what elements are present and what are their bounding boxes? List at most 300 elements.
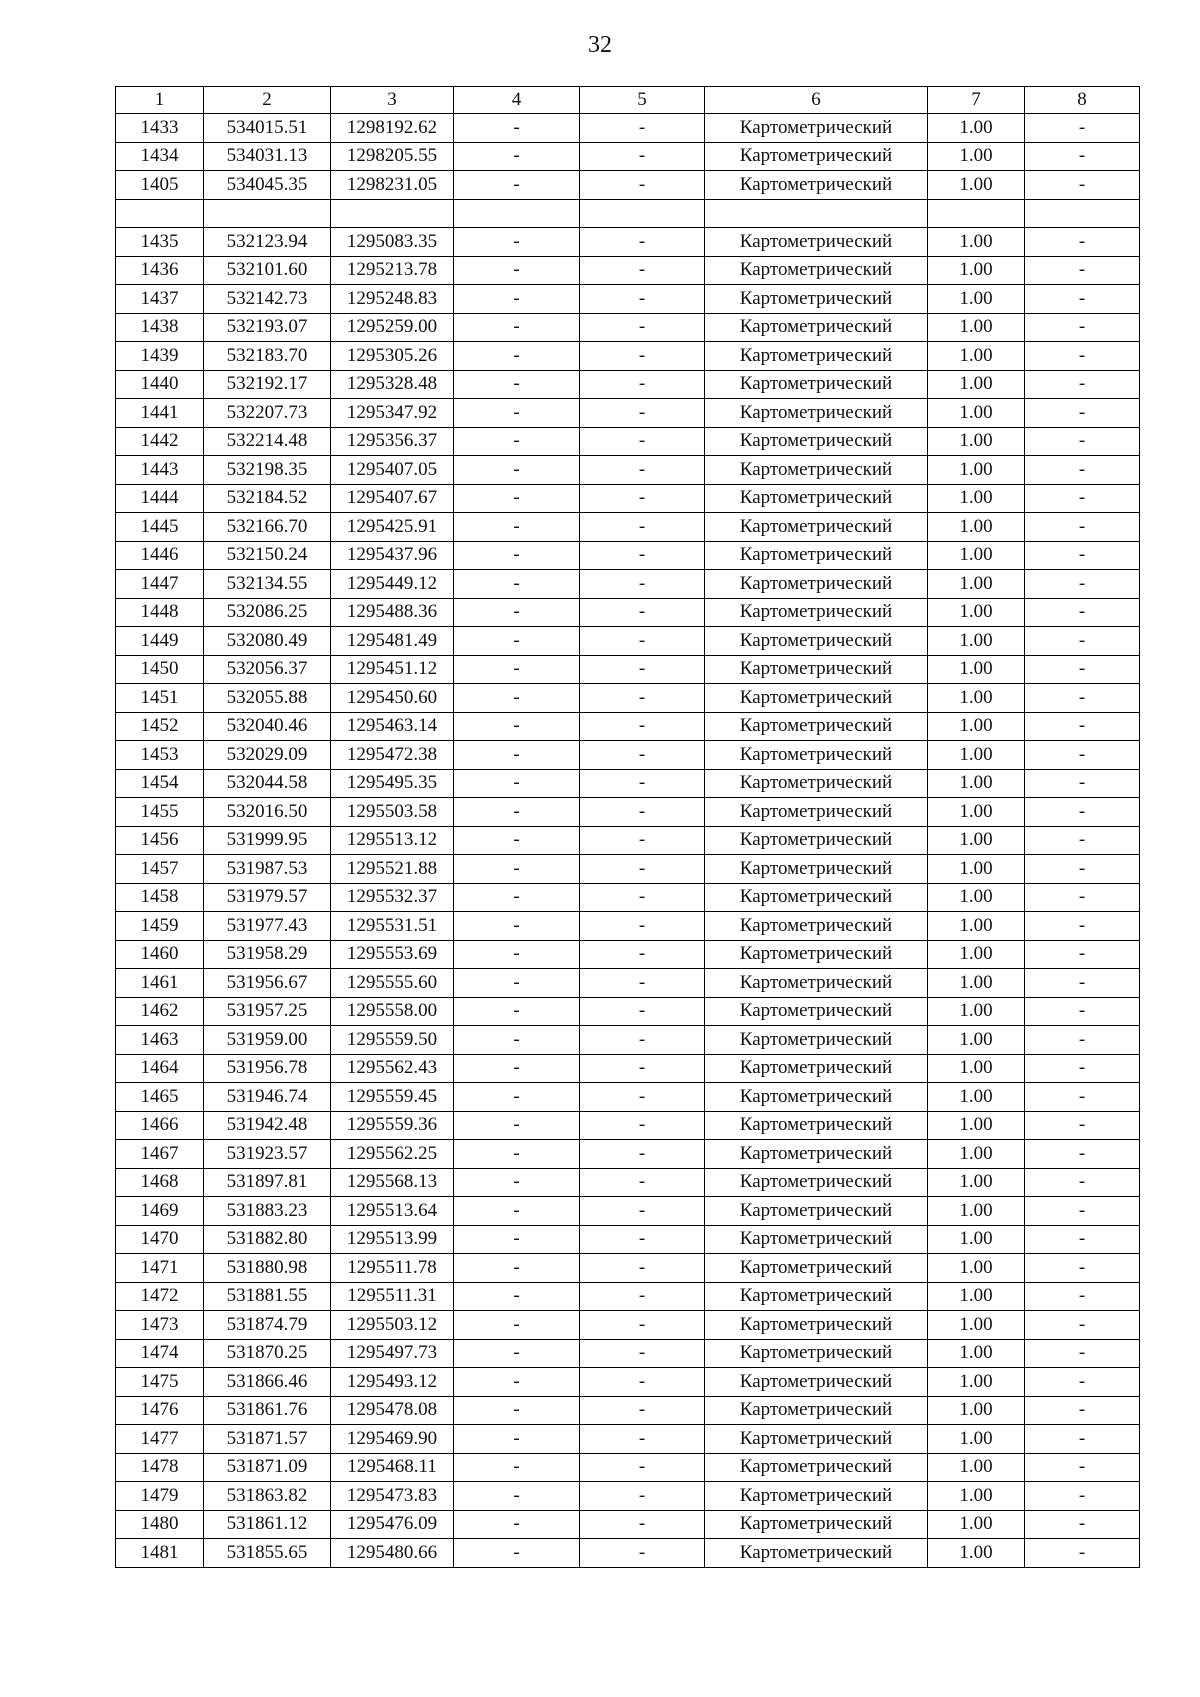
y-coordinate-cell: 1295478.08 [331, 1396, 454, 1425]
method-cell: Картометрический [705, 684, 928, 713]
column-8-cell: - [1025, 399, 1140, 428]
method-cell: Картометрический [705, 997, 928, 1026]
column-4-cell: - [454, 1510, 580, 1539]
accuracy-cell: 1.00 [928, 1168, 1025, 1197]
point-number-cell: 1446 [116, 541, 204, 570]
method-cell: Картометрический [705, 484, 928, 513]
x-coordinate-cell: 532207.73 [204, 399, 331, 428]
y-coordinate-cell: 1295463.14 [331, 712, 454, 741]
x-coordinate-cell: 531861.76 [204, 1396, 331, 1425]
point-number-cell: 1457 [116, 855, 204, 884]
method-cell: Картометрический [705, 798, 928, 827]
column-8-cell: - [1025, 285, 1140, 314]
column-header: 3 [331, 87, 454, 114]
column-5-cell: - [580, 1254, 705, 1283]
column-5-cell: - [580, 855, 705, 884]
column-4-cell [454, 199, 580, 228]
column-5-cell: - [580, 1026, 705, 1055]
column-4-cell: - [454, 256, 580, 285]
table-row [116, 655, 1140, 684]
y-coordinate-cell: 1295503.12 [331, 1311, 454, 1340]
table-row [116, 142, 1140, 171]
column-4-cell: - [454, 684, 580, 713]
x-coordinate-cell: 532040.46 [204, 712, 331, 741]
column-5-cell: - [580, 826, 705, 855]
accuracy-cell: 1.00 [928, 997, 1025, 1026]
table-row [116, 912, 1140, 941]
x-coordinate-cell: 531855.65 [204, 1539, 331, 1568]
method-cell: Картометрический [705, 940, 928, 969]
y-coordinate-cell: 1295425.91 [331, 513, 454, 542]
accuracy-cell: 1.00 [928, 1054, 1025, 1083]
x-coordinate-cell: 531987.53 [204, 855, 331, 884]
column-4-cell: - [454, 541, 580, 570]
accuracy-cell: 1.00 [928, 627, 1025, 656]
column-4-cell: - [454, 769, 580, 798]
point-number-cell: 1454 [116, 769, 204, 798]
column-5-cell: - [580, 228, 705, 257]
accuracy-cell: 1.00 [928, 1453, 1025, 1482]
x-coordinate-cell: 531870.25 [204, 1339, 331, 1368]
accuracy-cell: 1.00 [928, 541, 1025, 570]
accuracy-cell: 1.00 [928, 1368, 1025, 1397]
column-8-cell: - [1025, 1026, 1140, 1055]
column-8-cell: - [1025, 541, 1140, 570]
column-5-cell: - [580, 741, 705, 770]
x-coordinate-cell: 531942.48 [204, 1111, 331, 1140]
column-5-cell: - [580, 285, 705, 314]
x-coordinate-cell: 531946.74 [204, 1083, 331, 1112]
accuracy-cell: 1.00 [928, 912, 1025, 941]
column-8-cell: - [1025, 1425, 1140, 1454]
point-number-cell: 1462 [116, 997, 204, 1026]
accuracy-cell: 1.00 [928, 1510, 1025, 1539]
method-cell: Картометрический [705, 513, 928, 542]
accuracy-cell: 1.00 [928, 1311, 1025, 1340]
y-coordinate-cell: 1295531.51 [331, 912, 454, 941]
y-coordinate-cell: 1295511.78 [331, 1254, 454, 1283]
y-coordinate-cell: 1295356.37 [331, 427, 454, 456]
x-coordinate-cell: 531874.79 [204, 1311, 331, 1340]
x-coordinate-cell: 532134.55 [204, 570, 331, 599]
column-4-cell: - [454, 1282, 580, 1311]
column-8-cell: - [1025, 456, 1140, 485]
column-8-cell: - [1025, 798, 1140, 827]
point-number-cell: 1476 [116, 1396, 204, 1425]
accuracy-cell: 1.00 [928, 684, 1025, 713]
accuracy-cell: 1.00 [928, 171, 1025, 200]
column-8-cell: - [1025, 1396, 1140, 1425]
column-4-cell: - [454, 570, 580, 599]
x-coordinate-cell: 531999.95 [204, 826, 331, 855]
column-5-cell: - [580, 684, 705, 713]
column-5-cell: - [580, 1311, 705, 1340]
accuracy-cell: 1.00 [928, 256, 1025, 285]
column-4-cell: - [454, 741, 580, 770]
table-row [116, 256, 1140, 285]
column-4-cell: - [454, 1225, 580, 1254]
table-row [116, 1368, 1140, 1397]
point-number-cell: 1448 [116, 598, 204, 627]
y-coordinate-cell: 1295503.58 [331, 798, 454, 827]
table-row [116, 1254, 1140, 1283]
point-number-cell: 1436 [116, 256, 204, 285]
point-number-cell: 1450 [116, 655, 204, 684]
x-coordinate-cell: 532086.25 [204, 598, 331, 627]
column-5-cell: - [580, 513, 705, 542]
column-8-cell: - [1025, 1168, 1140, 1197]
column-header: 1 [116, 87, 204, 114]
column-5-cell: - [580, 997, 705, 1026]
table-row [116, 1054, 1140, 1083]
column-5-cell: - [580, 712, 705, 741]
point-number-cell: 1455 [116, 798, 204, 827]
column-5-cell: - [580, 541, 705, 570]
method-cell: Картометрический [705, 114, 928, 143]
table-row [116, 1282, 1140, 1311]
point-number-cell: 1449 [116, 627, 204, 656]
method-cell: Картометрический [705, 826, 928, 855]
y-coordinate-cell: 1295305.26 [331, 342, 454, 371]
y-coordinate-cell: 1295513.99 [331, 1225, 454, 1254]
y-coordinate-cell: 1295469.90 [331, 1425, 454, 1454]
accuracy-cell: 1.00 [928, 1539, 1025, 1568]
table-row [116, 598, 1140, 627]
x-coordinate-cell: 532193.07 [204, 313, 331, 342]
column-5-cell: - [580, 1510, 705, 1539]
accuracy-cell: 1.00 [928, 1083, 1025, 1112]
x-coordinate-cell: 531923.57 [204, 1140, 331, 1169]
column-8-cell: - [1025, 1510, 1140, 1539]
y-coordinate-cell: 1295559.36 [331, 1111, 454, 1140]
column-4-cell: - [454, 940, 580, 969]
column-4-cell: - [454, 456, 580, 485]
column-5-cell: - [580, 1282, 705, 1311]
method-cell: Картометрический [705, 969, 928, 998]
column-4-cell: - [454, 627, 580, 656]
column-5-cell: - [580, 456, 705, 485]
column-5-cell: - [580, 1453, 705, 1482]
y-coordinate-cell: 1298231.05 [331, 171, 454, 200]
x-coordinate-cell: 531871.09 [204, 1453, 331, 1482]
accuracy-cell: 1.00 [928, 399, 1025, 428]
column-8-cell: - [1025, 427, 1140, 456]
y-coordinate-cell: 1295407.05 [331, 456, 454, 485]
column-8-cell: - [1025, 826, 1140, 855]
coordinates-table [115, 86, 1140, 1568]
column-5-cell: - [580, 912, 705, 941]
y-coordinate-cell: 1295437.96 [331, 541, 454, 570]
column-8-cell: - [1025, 1054, 1140, 1083]
method-cell: Картометрический [705, 1026, 928, 1055]
table-row [116, 1339, 1140, 1368]
point-number-cell: 1463 [116, 1026, 204, 1055]
column-8-cell: - [1025, 484, 1140, 513]
point-number-cell: 1473 [116, 1311, 204, 1340]
point-number-cell: 1405 [116, 171, 204, 200]
table-row [116, 712, 1140, 741]
table-row [116, 285, 1140, 314]
y-coordinate-cell: 1295476.09 [331, 1510, 454, 1539]
point-number-cell: 1461 [116, 969, 204, 998]
y-coordinate-cell: 1295213.78 [331, 256, 454, 285]
accuracy-cell: 1.00 [928, 1111, 1025, 1140]
point-number-cell: 1459 [116, 912, 204, 941]
x-coordinate-cell: 531956.67 [204, 969, 331, 998]
point-number-cell: 1460 [116, 940, 204, 969]
x-coordinate-cell [204, 199, 331, 228]
column-5-cell: - [580, 1197, 705, 1226]
column-4-cell: - [454, 798, 580, 827]
column-8-cell: - [1025, 228, 1140, 257]
column-5-cell: - [580, 1083, 705, 1112]
table-row [116, 798, 1140, 827]
column-8-cell: - [1025, 855, 1140, 884]
column-header: 8 [1025, 87, 1140, 114]
column-8-cell: - [1025, 712, 1140, 741]
column-5-cell: - [580, 114, 705, 143]
table-row [116, 171, 1140, 200]
point-number-cell: 1471 [116, 1254, 204, 1283]
column-4-cell: - [454, 1453, 580, 1482]
column-5-cell: - [580, 1339, 705, 1368]
table-row [116, 313, 1140, 342]
method-cell: Картометрический [705, 570, 928, 599]
column-5-cell: - [580, 883, 705, 912]
point-number-cell: 1458 [116, 883, 204, 912]
column-5-cell: - [580, 1111, 705, 1140]
method-cell: Картометрический [705, 1140, 928, 1169]
x-coordinate-cell: 532150.24 [204, 541, 331, 570]
accuracy-cell: 1.00 [928, 370, 1025, 399]
table-row [116, 570, 1140, 599]
y-coordinate-cell: 1295495.35 [331, 769, 454, 798]
y-coordinate-cell: 1295513.12 [331, 826, 454, 855]
x-coordinate-cell: 532101.60 [204, 256, 331, 285]
point-number-cell: 1433 [116, 114, 204, 143]
method-cell: Картометрический [705, 855, 928, 884]
column-4-cell: - [454, 1083, 580, 1112]
method-cell: Картометрический [705, 313, 928, 342]
column-5-cell: - [580, 1368, 705, 1397]
accuracy-cell: 1.00 [928, 1396, 1025, 1425]
table-row [116, 541, 1140, 570]
method-cell: Картометрический [705, 741, 928, 770]
y-coordinate-cell: 1295083.35 [331, 228, 454, 257]
x-coordinate-cell: 532198.35 [204, 456, 331, 485]
x-coordinate-cell: 532029.09 [204, 741, 331, 770]
y-coordinate-cell: 1295559.50 [331, 1026, 454, 1055]
table-row [116, 1140, 1140, 1169]
point-number-cell: 1465 [116, 1083, 204, 1112]
table-body [116, 87, 1140, 1568]
column-4-cell: - [454, 1482, 580, 1511]
column-8-cell: - [1025, 1140, 1140, 1169]
accuracy-cell: 1.00 [928, 1482, 1025, 1511]
x-coordinate-cell: 532142.73 [204, 285, 331, 314]
column-5-cell: - [580, 1425, 705, 1454]
column-4-cell: - [454, 399, 580, 428]
y-coordinate-cell: 1295532.37 [331, 883, 454, 912]
point-number-cell: 1475 [116, 1368, 204, 1397]
table-row [116, 114, 1140, 143]
accuracy-cell: 1.00 [928, 142, 1025, 171]
accuracy-cell: 1.00 [928, 1225, 1025, 1254]
accuracy-cell: 1.00 [928, 969, 1025, 998]
method-cell: Картометрический [705, 1111, 928, 1140]
column-5-cell: - [580, 484, 705, 513]
method-cell: Картометрический [705, 1539, 928, 1568]
accuracy-cell: 1.00 [928, 655, 1025, 684]
column-8-cell: - [1025, 1282, 1140, 1311]
table-row [116, 940, 1140, 969]
accuracy-cell: 1.00 [928, 1197, 1025, 1226]
accuracy-cell: 1.00 [928, 798, 1025, 827]
x-coordinate-cell: 531863.82 [204, 1482, 331, 1511]
x-coordinate-cell: 532214.48 [204, 427, 331, 456]
point-number-cell: 1467 [116, 1140, 204, 1169]
table-row [116, 513, 1140, 542]
point-number-cell: 1434 [116, 142, 204, 171]
point-number-cell: 1466 [116, 1111, 204, 1140]
column-4-cell: - [454, 1425, 580, 1454]
method-cell: Картометрический [705, 427, 928, 456]
x-coordinate-cell: 531866.46 [204, 1368, 331, 1397]
column-5-cell: - [580, 1539, 705, 1568]
column-8-cell: - [1025, 313, 1140, 342]
column-4-cell: - [454, 1368, 580, 1397]
accuracy-cell: 1.00 [928, 513, 1025, 542]
table-row [116, 627, 1140, 656]
column-5-cell: - [580, 1225, 705, 1254]
table-row [116, 969, 1140, 998]
accuracy-cell: 1.00 [928, 826, 1025, 855]
column-8-cell: - [1025, 1453, 1140, 1482]
column-4-cell: - [454, 997, 580, 1026]
column-8-cell: - [1025, 627, 1140, 656]
accuracy-cell [928, 199, 1025, 228]
column-5-cell: - [580, 627, 705, 656]
column-8-cell: - [1025, 684, 1140, 713]
point-number-cell: 1472 [116, 1282, 204, 1311]
method-cell: Картометрический [705, 228, 928, 257]
y-coordinate-cell: 1295328.48 [331, 370, 454, 399]
column-5-cell: - [580, 370, 705, 399]
column-8-cell [1025, 199, 1140, 228]
table-row [116, 1111, 1140, 1140]
point-number-cell [116, 199, 204, 228]
x-coordinate-cell: 531956.78 [204, 1054, 331, 1083]
method-cell: Картометрический [705, 370, 928, 399]
column-4-cell: - [454, 912, 580, 941]
point-number-cell: 1468 [116, 1168, 204, 1197]
method-cell: Картометрический [705, 769, 928, 798]
column-5-cell [580, 199, 705, 228]
y-coordinate-cell: 1295450.60 [331, 684, 454, 713]
method-cell: Картометрический [705, 1510, 928, 1539]
method-cell: Картометрический [705, 1368, 928, 1397]
y-coordinate-cell: 1295347.92 [331, 399, 454, 428]
column-4-cell: - [454, 883, 580, 912]
x-coordinate-cell: 532184.52 [204, 484, 331, 513]
point-number-cell: 1477 [116, 1425, 204, 1454]
column-5-cell: - [580, 798, 705, 827]
column-5-cell: - [580, 1396, 705, 1425]
x-coordinate-cell: 532166.70 [204, 513, 331, 542]
column-8-cell: - [1025, 1482, 1140, 1511]
column-8-cell: - [1025, 114, 1140, 143]
x-coordinate-cell: 534015.51 [204, 114, 331, 143]
table-header-row [116, 87, 1140, 114]
table-row [116, 342, 1140, 371]
column-8-cell: - [1025, 342, 1140, 371]
column-4-cell: - [454, 313, 580, 342]
method-cell: Картометрический [705, 883, 928, 912]
column-8-cell: - [1025, 997, 1140, 1026]
accuracy-cell: 1.00 [928, 712, 1025, 741]
point-number-cell: 1444 [116, 484, 204, 513]
x-coordinate-cell: 531861.12 [204, 1510, 331, 1539]
column-8-cell: - [1025, 1311, 1140, 1340]
table-row [116, 228, 1140, 257]
column-4-cell: - [454, 1140, 580, 1169]
x-coordinate-cell: 531958.29 [204, 940, 331, 969]
column-4-cell: - [454, 855, 580, 884]
y-coordinate-cell: 1295451.12 [331, 655, 454, 684]
column-5-cell: - [580, 256, 705, 285]
column-5-cell: - [580, 598, 705, 627]
column-5-cell: - [580, 769, 705, 798]
table-row [116, 427, 1140, 456]
column-8-cell: - [1025, 1368, 1140, 1397]
accuracy-cell: 1.00 [928, 598, 1025, 627]
y-coordinate-cell [331, 199, 454, 228]
y-coordinate-cell: 1295473.83 [331, 1482, 454, 1511]
y-coordinate-cell: 1295259.00 [331, 313, 454, 342]
column-4-cell: - [454, 171, 580, 200]
y-coordinate-cell: 1295493.12 [331, 1368, 454, 1397]
column-8-cell: - [1025, 171, 1140, 200]
accuracy-cell: 1.00 [928, 883, 1025, 912]
table-row [116, 456, 1140, 485]
accuracy-cell: 1.00 [928, 1140, 1025, 1169]
x-coordinate-cell: 531880.98 [204, 1254, 331, 1283]
column-4-cell: - [454, 1054, 580, 1083]
column-8-cell: - [1025, 1083, 1140, 1112]
table-row [116, 399, 1140, 428]
accuracy-cell: 1.00 [928, 313, 1025, 342]
column-5-cell: - [580, 940, 705, 969]
method-cell: Картометрический [705, 655, 928, 684]
x-coordinate-cell: 534045.35 [204, 171, 331, 200]
method-cell: Картометрический [705, 598, 928, 627]
accuracy-cell: 1.00 [928, 1339, 1025, 1368]
column-4-cell: - [454, 1197, 580, 1226]
column-5-cell: - [580, 1168, 705, 1197]
y-coordinate-cell: 1295562.43 [331, 1054, 454, 1083]
column-8-cell: - [1025, 655, 1140, 684]
accuracy-cell: 1.00 [928, 1026, 1025, 1055]
point-number-cell: 1481 [116, 1539, 204, 1568]
y-coordinate-cell: 1295568.13 [331, 1168, 454, 1197]
y-coordinate-cell: 1295559.45 [331, 1083, 454, 1112]
column-4-cell: - [454, 484, 580, 513]
column-8-cell: - [1025, 969, 1140, 998]
point-number-cell: 1451 [116, 684, 204, 713]
method-cell: Картометрический [705, 541, 928, 570]
table-row [116, 769, 1140, 798]
column-5-cell: - [580, 142, 705, 171]
